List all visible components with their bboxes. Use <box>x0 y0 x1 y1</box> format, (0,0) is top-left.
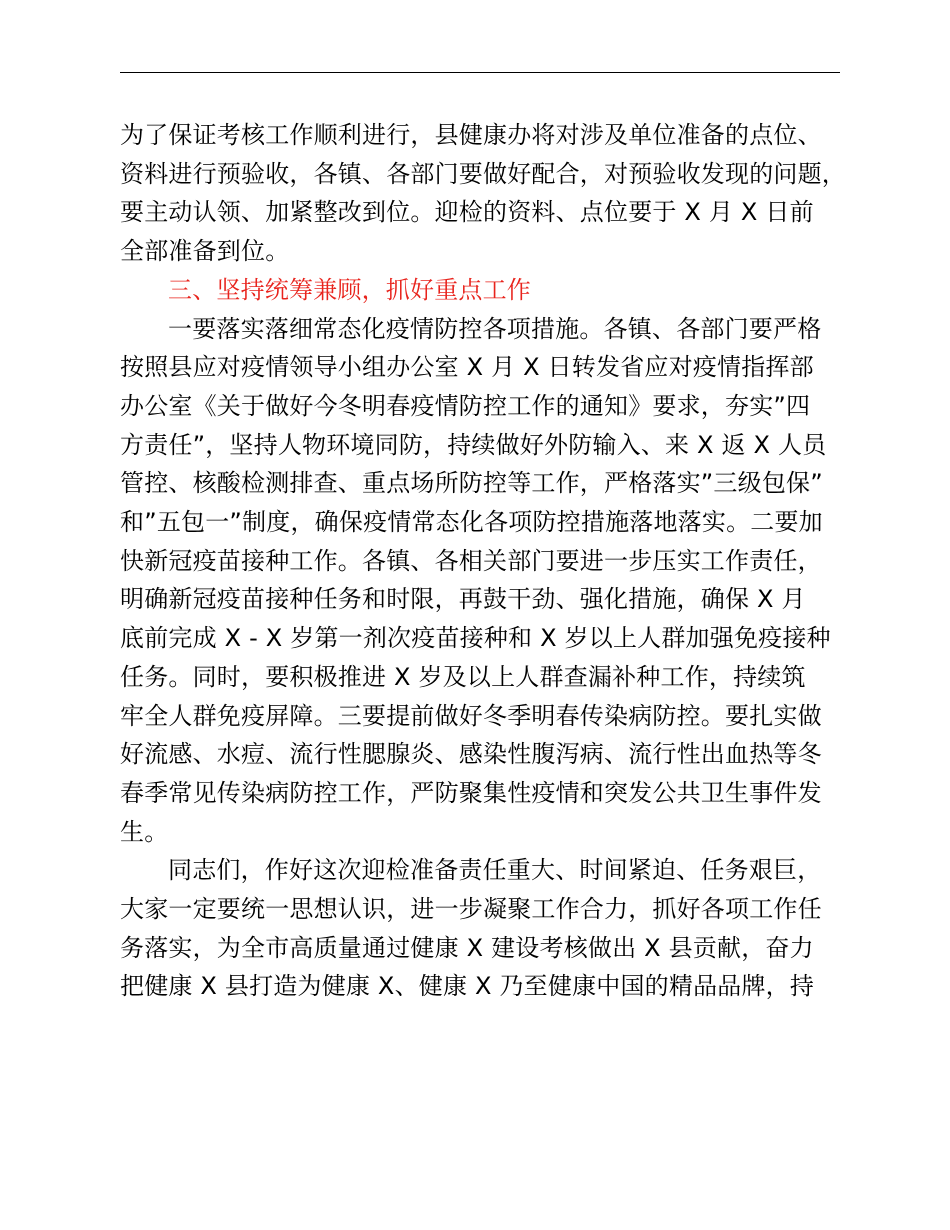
text-line: 大家一定要统一思想认识，进一步凝聚工作合力，抓好各项工作任 <box>120 895 822 924</box>
text-line: 牢全人群免疫屏障。三要提前做好冬季明春传染病防控。要扎实做 <box>120 701 822 730</box>
section-heading <box>120 271 842 310</box>
text-line: 明确新冠疫苗接种任务和时限，再鼓干劲、强化措施，确保 X 月 <box>120 585 806 614</box>
text-line: 资料进行预验收，各镇、各部门要做好配合，对预验收发现的问题， <box>120 159 846 188</box>
section-heading-text: 三、坚持统筹兼顾，抓好重点工作 <box>168 275 531 304</box>
text-line: 为了保证考核工作顺利进行，县健康办将对涉及单位准备的点位、 <box>120 121 822 149</box>
document-body <box>120 116 846 1006</box>
text-line: 快新冠疫苗接种工作。各镇、各相关部门要进一步压实工作责任， <box>120 546 822 575</box>
text-line: 要主动认领、加紧整改到位。迎检的资料、点位要于 X 月 X 日前 <box>120 198 814 227</box>
text-line: 务落实，为全市高质量通过健康 X 建设考核做出 X 县贡献，奋力 <box>120 933 814 962</box>
text-line: 底前完成 X - X 岁第一剂次疫苗接种和 X 岁以上人群加强免疫接种 <box>120 624 831 653</box>
text-line: 生。 <box>120 817 169 846</box>
text-line: 和”五包一”制度，确保疫情常态化各项防控措施落地落实。二要加 <box>120 508 823 537</box>
text-line: 管控、核酸检测排查、重点场所防控等工作，严格落实”三级包保” <box>120 469 823 498</box>
text-line: 把健康 X 县打造为健康 X、健康 X 乃至健康中国的精品品牌，持 <box>120 972 815 1001</box>
text-line: 任务。同时，要积极推进 X 岁及以上人群查漏补种工作，持续筑 <box>120 662 806 691</box>
text-line: 同志们，作好这次迎检准备责任重大、时间紧迫、任务艰巨， <box>168 856 822 885</box>
text-line: 全部准备到位。 <box>120 237 290 266</box>
text-line: 一要落实落细常态化疫情防控各项措施。各镇、各部门要严格 <box>168 314 822 343</box>
text-line: 办公室《关于做好今冬明春疫情防控工作的通知》要求，夯实”四 <box>120 391 811 420</box>
text-line: 方责任”，坚持人物环境同防，持续做好外防输入、来 X 返 X 人员 <box>120 430 827 459</box>
text-line: 春季常见传染病防控工作，严防聚集性疫情和突发公共卫生事件发 <box>120 778 822 807</box>
paragraph-key-work <box>120 310 842 852</box>
text-line: 按照县应对疫情领导小组办公室 X 月 X 日转发省应对疫情指挥部 <box>120 353 814 382</box>
paragraph-closing <box>120 851 842 1006</box>
paragraph-acceptance <box>120 116 846 271</box>
text-line: 好流感、水痘、流行性腮腺炎、感染性腹泻病、流行性出血热等冬 <box>120 740 822 769</box>
header-rule <box>120 72 840 73</box>
